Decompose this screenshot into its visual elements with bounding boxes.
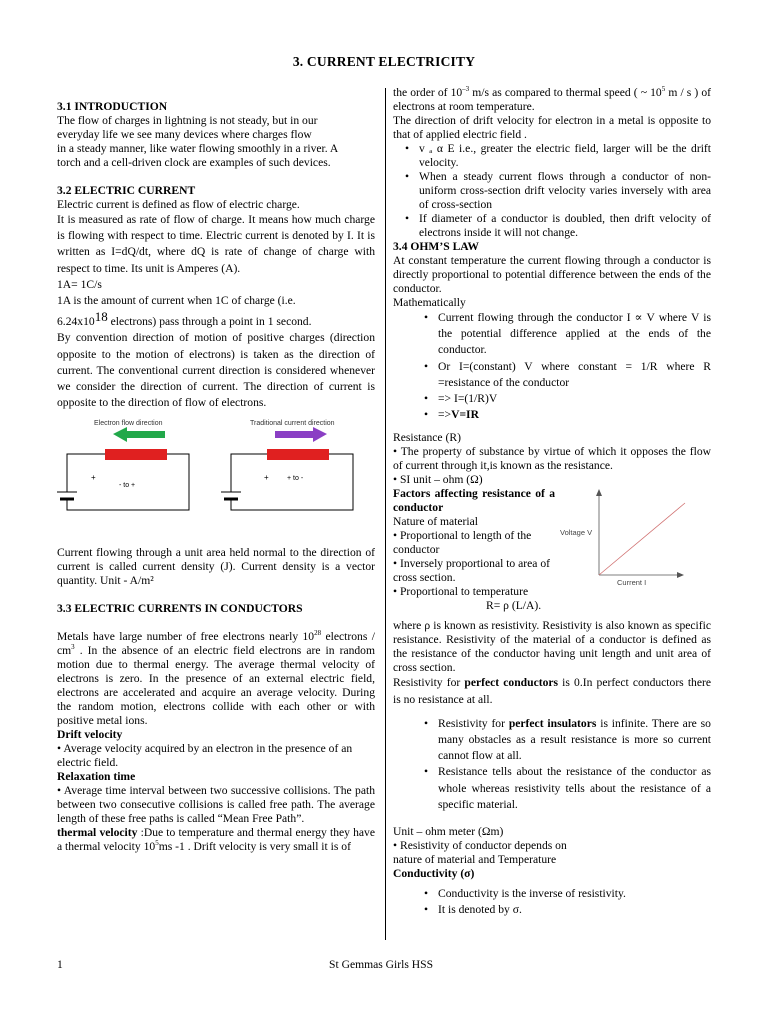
voltage-current-graph	[559, 487, 699, 587]
y-axis-arrow-icon	[596, 489, 602, 496]
wire-right-a	[231, 454, 267, 492]
drift-bullet: • v ₐ α E i.e., greater the electric field, larger will be the drift velocity.	[419, 142, 711, 170]
intro-heading: 3.1 INTRODUCTION	[57, 100, 168, 113]
column-divider	[385, 88, 386, 940]
school-name: St Gemmas Girls HSS	[329, 958, 434, 971]
wire-left-a	[67, 454, 105, 492]
traditional-current-label: Traditional current direction	[250, 420, 335, 428]
factors-block	[393, 487, 711, 615]
resistor-right	[267, 449, 329, 460]
resistor-left	[105, 449, 167, 460]
left-column	[57, 100, 375, 854]
circuit-diagrams	[57, 417, 375, 547]
green-arrow-icon	[113, 427, 165, 442]
right-column	[393, 86, 711, 918]
current-density: Current flowing through a unit area held normal to the direction of current is called current density (J). Current density is a vector quantity. Unit - A/m²	[57, 546, 375, 588]
plus-sign: +	[91, 473, 96, 483]
terminal-label-left: - to +	[119, 482, 136, 490]
vi-line	[599, 503, 685, 575]
resistivity-formula: R= ρ (L/A).	[486, 599, 542, 613]
conductors-paragraph: Metals have large number of free electrons nearly $10^{28}$ electrons / $cm^3$ . In the absence of an electric field electrons are in random motion due to thermal energy. The average thermal velocity of electrons is zero. In the presence of an external electric field, electrons are accelerated and acquire an average velocity. During the random motion, electrons collide with each other or with positive metal ions.	[57, 629, 375, 728]
ohm-heading: 3.4 OHM’S LAW	[393, 240, 479, 253]
intro-line: The flow of charges in lightning is not steady, but in our	[57, 114, 318, 127]
current-measure: It is measured as rate of flow of charge. It means how much charge is flowing with respect to time. Electric current is denoted by I. It is written as I=dQ/dt, where dQ is rate of change of charge with respect to time. Its unit is Amperes (A).	[57, 213, 375, 275]
plus-sign: +	[264, 473, 269, 483]
page-title: 3. CURRENT ELECTRICITY	[292, 54, 476, 69]
current-heading: 3.2 ELECTRIC CURRENT	[57, 184, 196, 197]
resistance-definition: • The property of substance by virtue of which it opposes the flow of current through it,is known as the resistance.	[393, 445, 711, 473]
graph-x-label: Current I	[617, 578, 647, 588]
ampere-definition-cont: 6.24x1018 electrons) pass through a point in 1 second.	[57, 309, 312, 329]
conductivity-bullet: • It is denoted by σ.	[438, 902, 711, 918]
drift-heading: Drift velocity	[57, 728, 123, 742]
terminal-label-right: + to -	[287, 475, 304, 483]
drift-bullet: • If diameter of a conductor is doubled, then drift velocity of electrons inside it will not change.	[419, 212, 711, 240]
ohm-bullet: • Current flowing through the conductor I ∝ V where V is the potential difference applied at the ends of the conductor.	[438, 310, 711, 359]
convention-paragraph: By convention direction of motion of positive charges (direction opposite to the motion of electrons) is taken as the direction of current. The conventional current direction is considered whenever we consider the direction of current. The direction of current is opposite to the direction of flow of electrons.	[57, 331, 375, 410]
si-unit: • SI unit – ohm (Ω)	[393, 473, 483, 487]
relaxation-text: • Average time interval between two successive collisions. The path between two consecutive collisions is called free path. The average length of these free paths is called “Mean Free Path”.	[57, 784, 375, 826]
ohm-bullet-vir: • =>V=IR	[438, 407, 711, 423]
intro-line: everyday life we see many devices where charges flow	[57, 128, 312, 141]
drift-text: • Average velocity acquired by an electron in the presence of an electric field.	[57, 742, 353, 770]
intro-line: torch and a cell-driven clock are examples of such devices.	[57, 156, 331, 169]
nature-text: nature of material and Temperature	[393, 853, 557, 867]
intro-line: in a steady manner, like water flowing smoothly in a river. A	[57, 142, 339, 155]
factor-item: • Proportional to temperature	[393, 585, 529, 599]
current-definition: Electric current is defined as flow of electric charge.	[57, 198, 300, 211]
depends-text: • Resistivity of conductor depends on	[393, 839, 567, 853]
x-axis-arrow-icon	[677, 572, 684, 578]
insulators-bullet: • Resistivity for perfect insulators is infinite. There are so many obstacles as a result resistance is more so current cannot flow at all.	[438, 716, 711, 765]
resistance-label: Resistance (R)	[393, 431, 461, 445]
factors-heading: Factors affecting resistance of a conductor	[393, 487, 555, 515]
ampere-definition: 1A is the amount of current when 1C of charge (i.e.	[57, 294, 296, 308]
ohm-bullet: • Or I=(constant) V where constant = 1/R where R =resistance of the conductor	[438, 359, 711, 391]
graph-y-label: Voltage V	[560, 528, 593, 538]
drift-bullet: • When a steady current flows through a conductor of non-uniform cross-section drift velocity varies inversely with area of cross-section	[419, 170, 711, 212]
resistance-vs-resistivity: • Resistance tells about the resistance of the conductor as whole whereas resistivity tells about the resistance of a specific material.	[438, 764, 711, 813]
resistivity-paragraph: where ρ is known as resistivity. Resistivity is also known as specific resistance. Resistivity of the material of a conductor is defined as the resistance of the conductor having unit length and unit area of cross section.	[393, 619, 711, 675]
drift-order-paragraph: the order of $10^{-3}$ m/s as compared to thermal speed ( ~ $10^5$ m / s ) of electrons at room temperature.	[393, 85, 711, 113]
drift-direction: The direction of drift velocity for electron in a metal is opposite to that of applied electric field .	[393, 114, 711, 141]
ampere-equation: 1A= 1C/s	[57, 277, 102, 291]
ohm-law-text: At constant temperature the current flowing through a conductor is directly proportional to potential difference between the ends of the conductor.	[393, 254, 711, 295]
factor-item: • Proportional to length of the conductor	[393, 529, 532, 557]
mathematically-label: Mathematically	[393, 296, 466, 309]
perfect-conductors: Resistivity for perfect conductors is 0.In perfect conductors there is no resistance at all.	[393, 676, 711, 706]
conductivity-heading: Conductivity (σ)	[393, 867, 475, 881]
purple-arrow-icon	[275, 427, 327, 442]
electron-flow-label: Electron flow direction	[94, 420, 163, 428]
thermal-velocity-paragraph: thermal velocity :Due to temperature and thermal energy they have a thermal velocity $10^5ms$ -1 . Drift velocity is very small it is of	[57, 826, 375, 854]
relaxation-heading: Relaxation time	[57, 770, 136, 784]
factor-item: • Inversely proportional to area of cross section.	[393, 557, 550, 585]
page-number: 1	[57, 958, 63, 971]
conductors-heading: 3.3 ELECTRIC CURRENTS IN CONDUCTORS	[57, 602, 303, 616]
conductivity-bullet: • Conductivity is the inverse of resistivity.	[438, 886, 711, 902]
ohm-bullet: • => I=(1/R)V	[438, 391, 711, 407]
wire-right-b	[231, 454, 353, 510]
unit-ohm-meter: Unit – ohm meter (Ωm)	[393, 825, 504, 839]
factor-item: Nature of material	[393, 515, 478, 529]
